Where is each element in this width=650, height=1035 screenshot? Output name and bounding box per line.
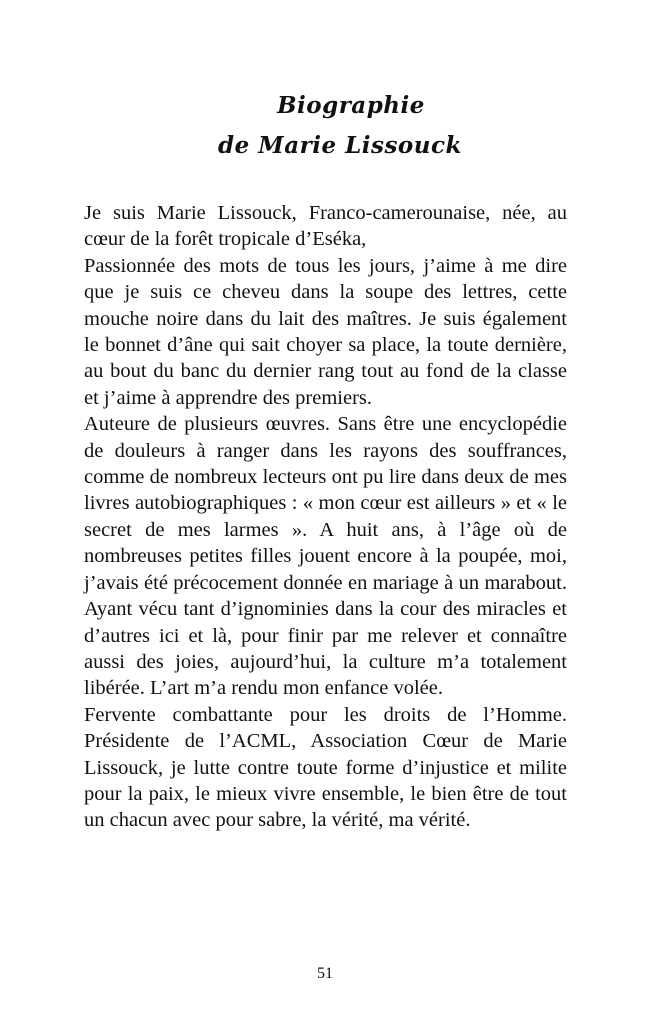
title-line-1: Biographie (277, 92, 425, 119)
paragraph-author: Auteure de plusieurs œuvres. Sans être une encyclopédie de douleurs à ranger dans les rayons des souffrances, comme de nombreux lecteurs ont pu lire dans deux de mes livres autobiographiques : « mon cœur est ailleurs » et « le secret de mes larmes ». A huit ans, à l’âge où de nombreuses petites filles jouent encore à la poupée, moi, j’avais été précocement donnée en mariage à un marabout. Ayant vécu tant d’ignominies dans la cour des miracles et d’autres ici et là, pour finir par me relever et connaître aussi des joies, aujourd’hui, la culture m’a totalement libérée. L’art m’a rendu mon enfance volée. (84, 413, 567, 700)
title-line-2: de Marie Lissouck (218, 132, 462, 159)
biography-title (0, 86, 650, 166)
paragraph-passion: Passionnée des mots de tous les jours, j’aime à me dire que je suis ce cheveu dans la soupe des lettres, cette mouche noire dans du lait des maîtres. Je suis également le bonnet d’âne qui sait choyer sa place, la toute dernière, au bout du banc du dernier rang tout au fond de la classe et j’aime à apprendre des premiers. (84, 254, 567, 409)
paragraph-origin: Je suis Marie Lissouck, Franco-camerounaise, née, au cœur de la forêt tropicale d’Eséka, (84, 202, 567, 251)
page-number: 51 (317, 965, 333, 982)
biography-body (84, 200, 567, 834)
paragraph-activism: Fervente combattante pour les droits de l’Homme. Présidente de l’ACML, Association Cœur de Marie Lissouck, je lutte contre toute forme d’injustice et milite pour la paix, le mieux vivre ensemble, le bien être de tout un chacun avec pour sabre, la vérité, ma vérité. (84, 703, 567, 832)
